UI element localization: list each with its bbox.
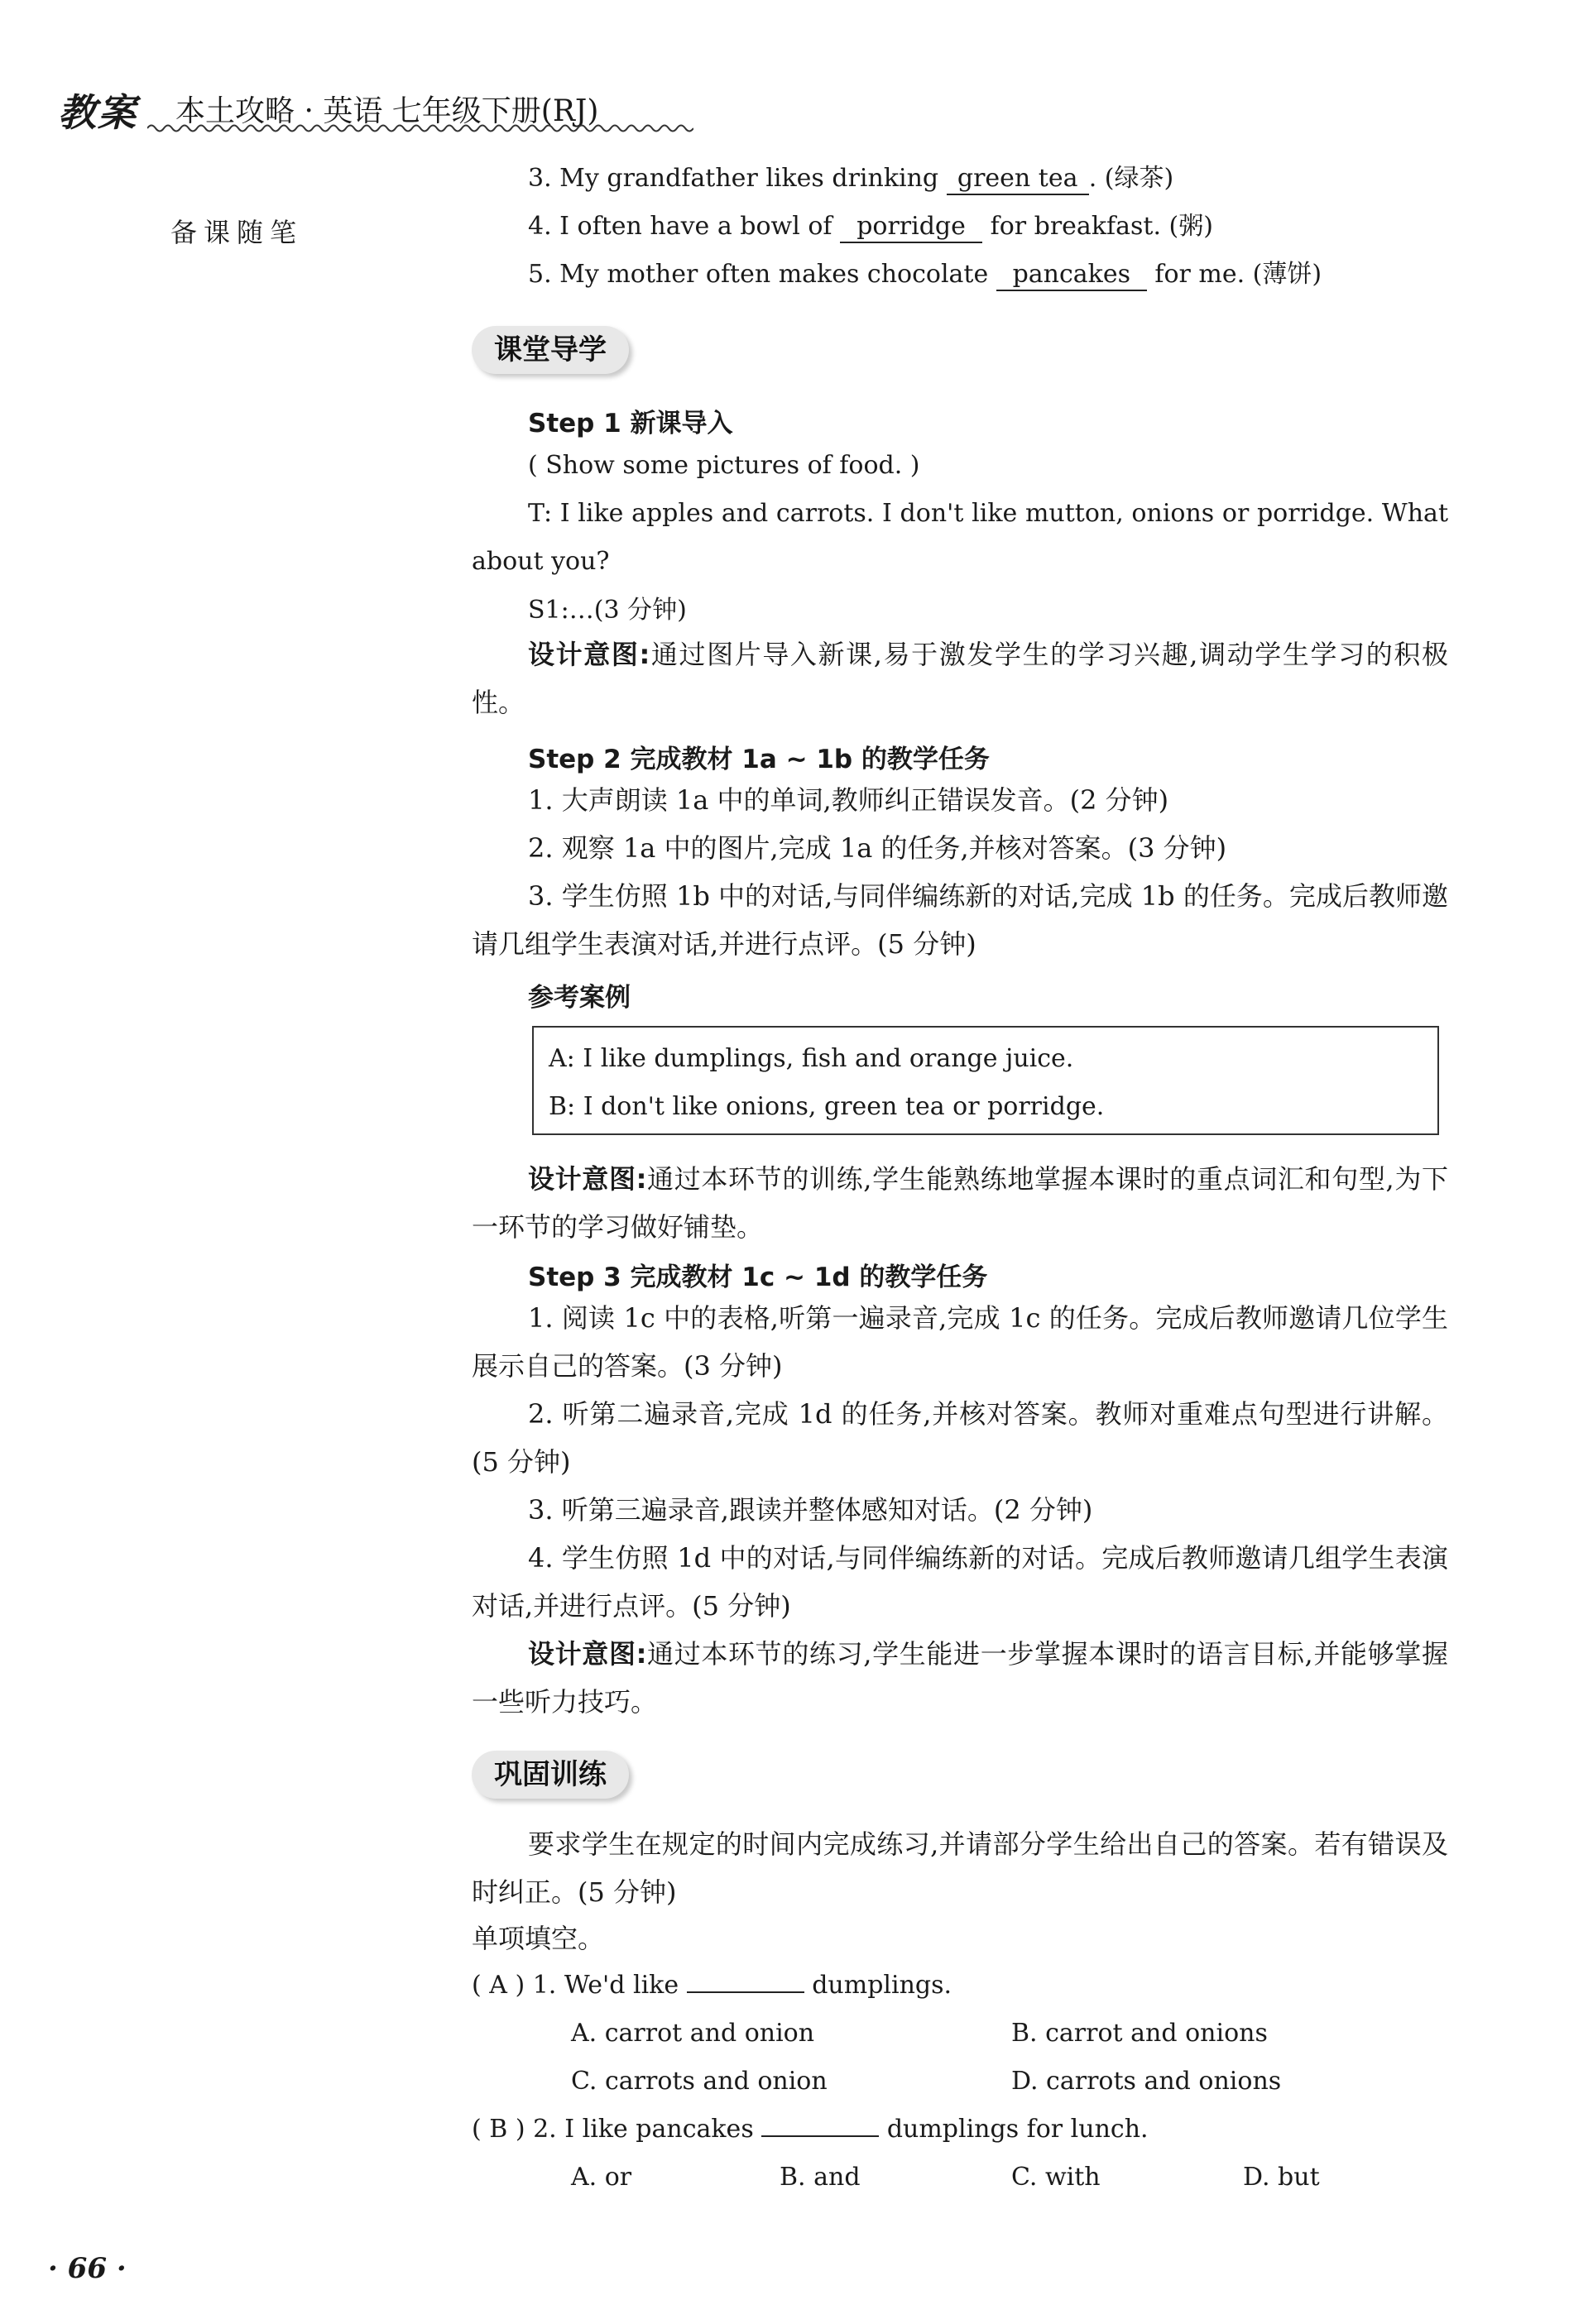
step3-item-3: 3. 听第三遍录音,跟读并整体感知对话。(2 分钟): [528, 1494, 1093, 1526]
fill-blank-5: 5. My mother often makes chocolate pancakes for me. (薄饼): [528, 260, 1322, 291]
section-title-classroom: 课堂导学: [472, 326, 629, 374]
step3-item-1: 1. 阅读 1c 中的表格,听第一遍录音,完成 1c 的任务。完成后教师邀请几位学生展示自己的答案。(3 分钟): [472, 1302, 1448, 1382]
question-1-option-c: C. carrots and onion: [571, 2067, 828, 2096]
blank-answer: porridge: [840, 212, 982, 243]
practice-intro: 要求学生在规定的时间内完成练习,并请部分学生给出自己的答案。若有错误及时纠正。(5 分钟): [472, 1828, 1448, 1908]
step2-item-1: 1. 大声朗读 1a 中的单词,教师纠正错误发音。(2 分钟): [528, 784, 1169, 816]
step3-item-4: 4. 学生仿照 1d 中的对话,与同伴编练新的对话。完成后教师邀请几组学生表演对话,并进行点评。(5 分钟): [472, 1542, 1448, 1622]
question-2-option-a: A. or: [571, 2163, 632, 2192]
question-2: ( B ) 2. I like pancakes dumplings for lunch.: [472, 2115, 1149, 2144]
step2-item-3: 3. 学生仿照 1b 中的对话,与同伴编练新的对话,完成 1b 的任务。完成后教师邀请几组学生表演对话,并进行点评。(5 分钟): [472, 880, 1448, 960]
question-1: ( A ) 1. We'd like dumplings.: [472, 1971, 952, 2000]
dialogue-line-a: A: I like dumplings, fish and orange juice.: [549, 1044, 1074, 1073]
step2-item-2: 2. 观察 1a 中的图片,完成 1a 的任务,并核对答案。(3 分钟): [528, 832, 1227, 864]
step3-intent: 设计意图:通过本环节的练习,学生能进一步掌握本课时的语言目标,并能够掌握一些听力技巧。: [472, 1638, 1448, 1718]
header-logo: 教案: [58, 90, 137, 135]
question-blank: [761, 2135, 879, 2137]
step3-label: Step 3 完成教材 1c ~ 1d 的教学任务: [528, 1263, 988, 1292]
step1-line3: S1:…(3 分钟): [528, 596, 687, 625]
answer-mark: ( A ): [472, 1971, 525, 2000]
step1-line2: T: I like apples and carrots. I don't like mutton, onions or porridge. What about you?: [472, 499, 1448, 576]
question-1-option-d: D. carrots and onions: [1011, 2067, 1282, 2096]
reference-case-title: 参考案例: [528, 983, 631, 1013]
step3-item-2: 2. 听第二遍录音,完成 1d 的任务,并核对答案。教师对重难点句型进行讲解。(5 分钟): [472, 1398, 1448, 1478]
step2-label: Step 2 完成教材 1a ~ 1b 的教学任务: [528, 745, 990, 774]
fill-blank-3: 3. My grandfather likes drinking green tea . (绿茶): [528, 164, 1173, 195]
answer-mark: ( B ): [472, 2115, 525, 2144]
side-note: 备课随笔: [170, 217, 304, 248]
step2-intent: 设计意图:通过本环节的训练,学生能熟练地掌握本课时的重点词汇和句型,为下一环节的学习做好铺垫。: [472, 1163, 1448, 1243]
dialogue-line-b: B: I don't like onions, green tea or porridge.: [549, 1092, 1105, 1121]
question-1-option-a: A. carrot and onion: [571, 2019, 815, 2048]
fill-blank-4: 4. I often have a bowl of porridge for breakfast. (粥): [528, 212, 1213, 243]
blank-answer: green tea: [947, 164, 1089, 195]
question-blank: [687, 1991, 804, 1993]
header-wave-underline: [147, 122, 693, 134]
question-2-option-c: C. with: [1011, 2163, 1101, 2192]
question-2-option-d: D. but: [1243, 2163, 1320, 2192]
step1-line1: ( Show some pictures of food. ): [528, 451, 920, 480]
section-title-practice: 巩固训练: [472, 1751, 629, 1799]
reference-case-box: [532, 1026, 1439, 1135]
page-number: · 66 ·: [48, 2252, 127, 2285]
step1-intent: 设计意图:通过图片导入新课,易于激发学生的学习兴趣,调动学生学习的积极性。: [472, 639, 1448, 718]
header-subtitle: 本土攻略 · 英语 七年级下册(RJ): [175, 94, 599, 128]
blank-answer: pancakes: [996, 260, 1147, 291]
question-1-option-b: B. carrot and onions: [1011, 2019, 1268, 2048]
step1-label: Step 1 新课导入: [528, 409, 733, 438]
exercise-title: 单项填空。: [472, 1923, 605, 1954]
question-2-option-b: B. and: [780, 2163, 861, 2192]
